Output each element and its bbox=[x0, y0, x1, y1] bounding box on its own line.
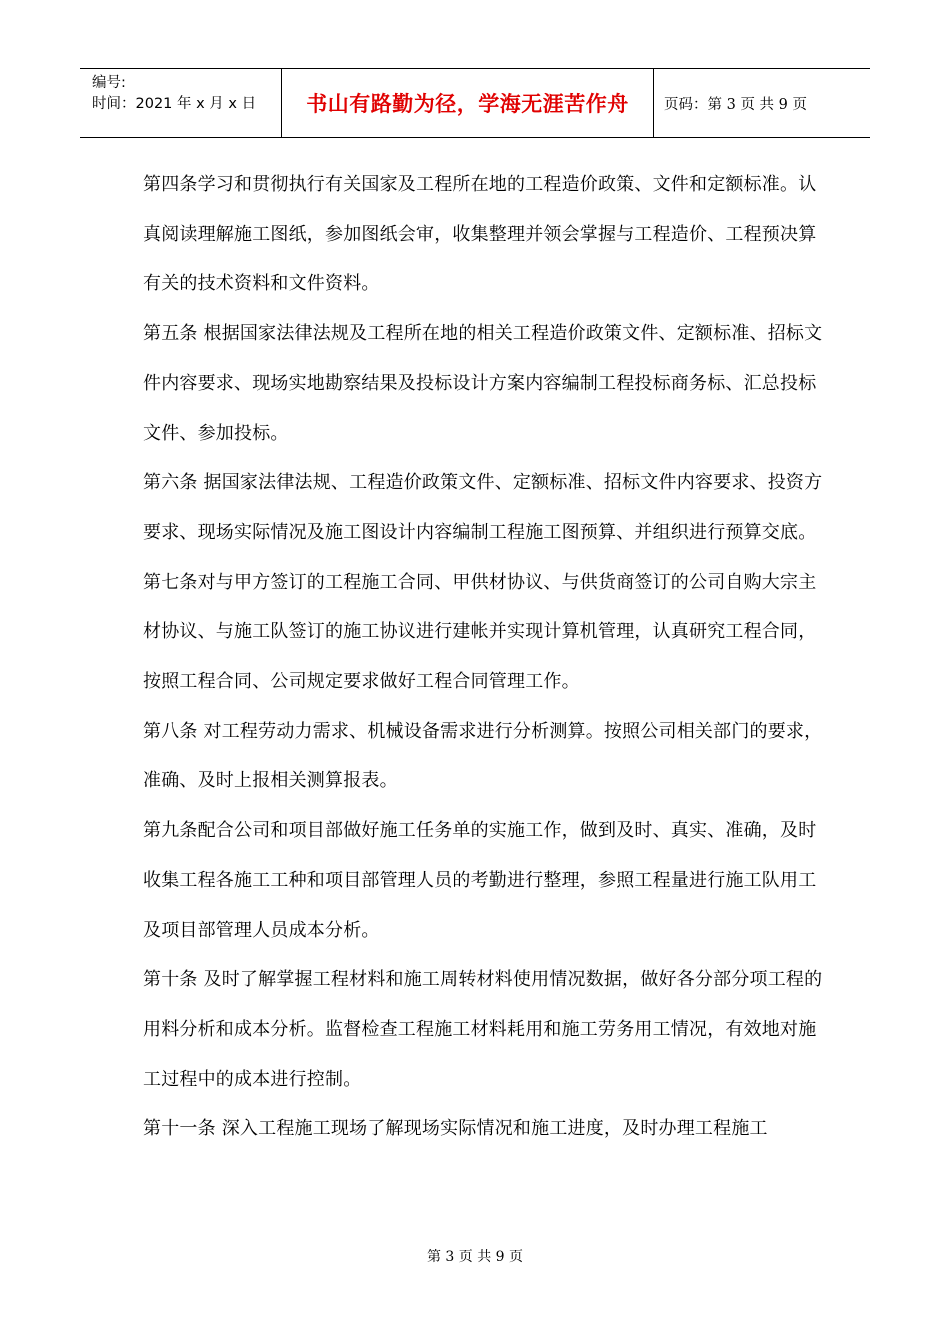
document-number-label: 编号: bbox=[92, 75, 126, 91]
page-footer bbox=[0, 1246, 950, 1266]
article-5: 第五条 根据国家法律法规及工程所在地的相关工程造价政策文件、定额标准、招标文件内容要求、现场实地勘察结果及投标设计方案内容编制工程投标商务标、汇总投标文件、参加投标。 bbox=[143, 323, 823, 444]
document-body bbox=[143, 160, 833, 1154]
header-page-cell bbox=[654, 69, 870, 137]
footer-page-number: 第 3 页 共 9 页 bbox=[426, 1249, 524, 1265]
header-motto-cell bbox=[282, 69, 654, 137]
document-header bbox=[80, 68, 870, 138]
header-page-info: 页码：第 3 页 共 9 页 bbox=[664, 96, 807, 113]
header-meta bbox=[80, 69, 282, 137]
article-9: 第九条配合公司和项目部做好施工任务单的实施工作，做到及时、真实、准确，及时收集工程各施工工种和项目部管理人员的考勤进行整理，参照工程量进行施工队用工及项目部管理人员成本分析。 bbox=[143, 820, 817, 941]
article-11: 第十一条 深入工程施工现场了解现场实际情况和施工进度，及时办理工程施工 bbox=[143, 1118, 768, 1140]
article-7: 第七条对与甲方签订的工程施工合同、甲供材协议、与供货商签订的公司自购大宗主材协议、与施工队签订的施工协议进行建帐并实现计算机管理，认真研究工程合同，按照工程合同、公司规定要求做好工程合同管理工作。 bbox=[143, 571, 817, 693]
article-10: 第十条 及时了解掌握工程材料和施工周转材料使用情况数据，做好各分部分项工程的用料分析和成本分析。监督检查工程施工材料耗用和施工劳务用工情况，有效地对施工过程中的成本进行控制。 bbox=[143, 969, 823, 1090]
article-8: 第八条 对工程劳动力需求、机械设备需求进行分析测算。按照公司相关部门的要求，准确、及时上报相关测算报表。 bbox=[143, 720, 823, 792]
article-4: 第四条学习和贯彻执行有关国家及工程所在地的工程造价政策、文件和定额标准。认真阅读理解施工图纸，参加图纸会审，收集整理并领会掌握与工程造价、工程预决算有关的技术资料和文件资料。 bbox=[143, 174, 817, 295]
document-date: 时间：2021 年 x 月 x 日 bbox=[92, 96, 257, 112]
header-motto: 书山有路勤为径，学海无涯苦作舟 bbox=[306, 91, 629, 116]
article-6: 第六条 据国家法律法规、工程造价政策文件、定额标准、招标文件内容要求、投资方要求、现场实际情况及施工图设计内容编制工程施工图预算、并组织进行预算交底。 bbox=[143, 472, 823, 543]
